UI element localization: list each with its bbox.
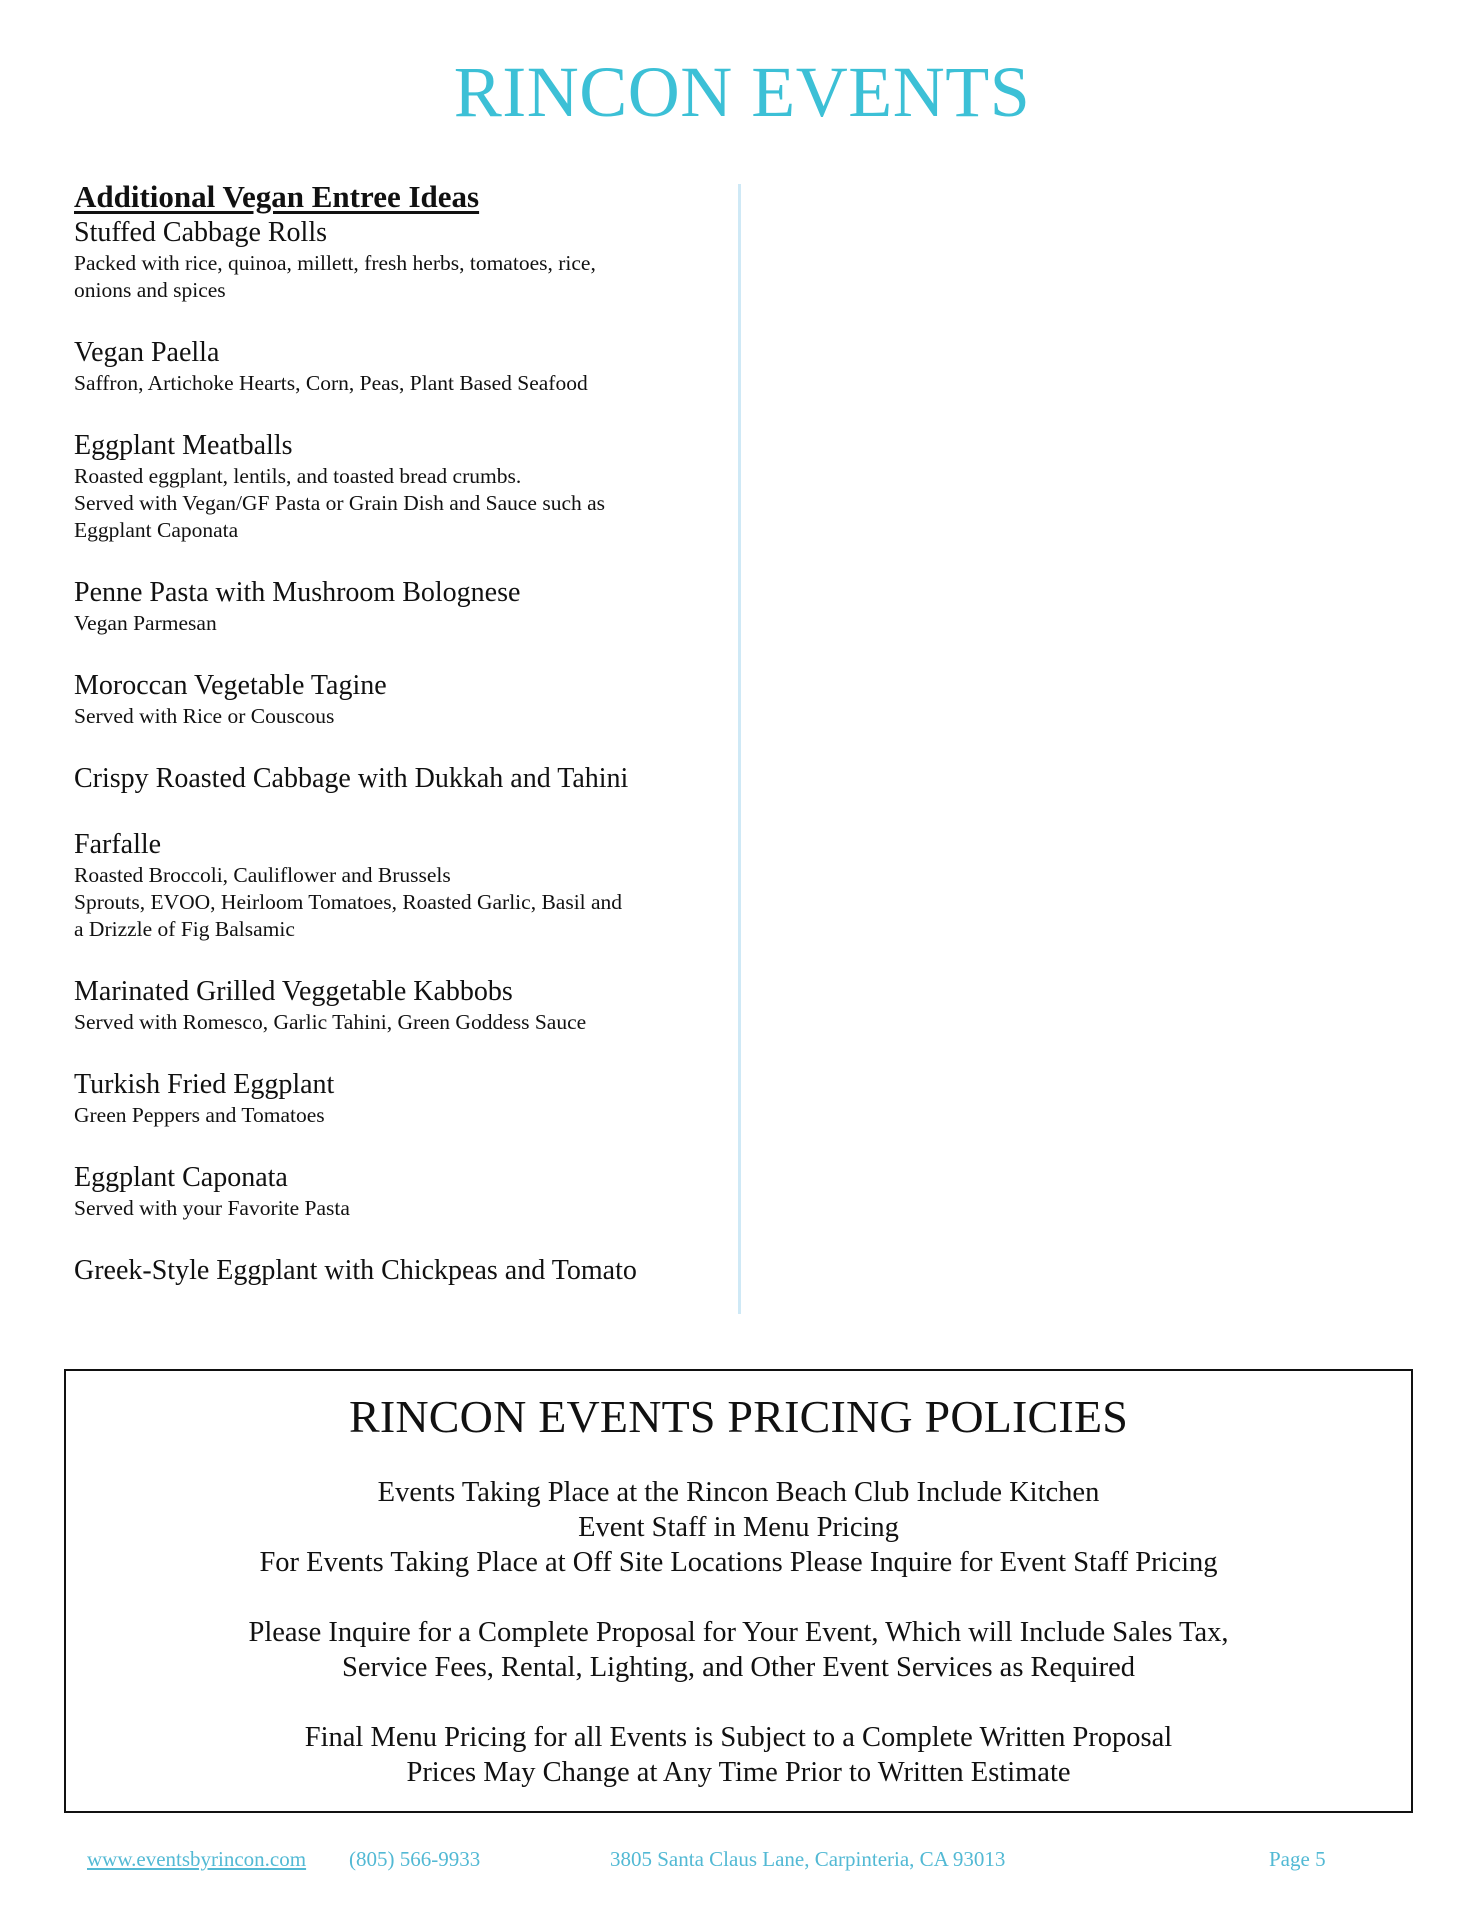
column-divider [738,184,741,1314]
menu-item-name: Stuffed Cabbage Rolls [74,217,328,248]
page-footer [0,1847,1484,1877]
menu-item-description: Roasted Broccoli, Cauliflower and Brussels Sprouts, EVOO, Heirloom Tomatoes, Roasted Garlic, Basil and a Drizzle of Fig Balsamic [74,863,623,941]
menu-item [74,669,714,730]
menu-item [74,429,714,544]
menu-item [74,576,714,637]
menu-item-description: Vegan Parmesan [74,611,217,635]
pricing-policies-box [64,1369,1413,1813]
policies-text [66,1475,1411,1790]
policy-paragraph: Please Inquire for a Complete Proposal for Your Event, Which will Include Sales Tax, Service Fees, Rental, Lighting, and Other Event Services as Required [248,1617,1229,1683]
menu-item-name: Marinated Grilled Veggetable Kabbobs [74,976,513,1007]
policy-paragraph: Events Taking Place at the Rincon Beach Club Include Kitchen Event Staff in Menu Pricing For Events Taking Place at Off Site Locations Please Inquire for Event Staff Pricing [259,1477,1218,1578]
address: 3805 Santa Claus Lane, Carpinteria, CA 93013 [610,1847,1006,1871]
page-title: RINCON EVENTS [453,52,1031,132]
menu-item-description: Served with Rice or Couscous [74,704,335,728]
menu-item-name: Eggplant Caponata [74,1162,288,1193]
menu-item-description: Served with Romesco, Garlic Tahini, Green Goddess Sauce [74,1010,587,1034]
policy-paragraph: Final Menu Pricing for all Events is Subject to a Complete Written Proposal Prices May Change at Any Time Prior to Written Estimate [304,1722,1173,1788]
section-heading: Additional Vegan Entree Ideas [74,179,480,214]
menu-item [74,336,714,397]
phone-number: (805) 566-9933 [349,1847,481,1871]
menu-item-name: Crispy Roasted Cabbage with Dukkah and Tahini [74,763,629,794]
menu-item [74,762,714,796]
menu-item-list [74,216,714,1288]
menu-item-name: Moroccan Vegetable Tagine [74,670,387,701]
menu-item-description: Green Peppers and Tomatoes [74,1103,325,1127]
menu-item [74,1254,714,1288]
menu-item-description: Saffron, Artichoke Hearts, Corn, Peas, Plant Based Seafood [74,371,588,395]
menu-item-name: Eggplant Meatballs [74,430,293,461]
menu-item-name: Turkish Fried Eggplant [74,1069,335,1100]
menu-item [74,1161,714,1222]
menu-item-name: Vegan Paella [74,337,220,368]
menu-item-description: Roasted eggplant, lentils, and toasted bread crumbs. Served with Vegan/GF Pasta or Grain Dish and Sauce such as Eggplant Caponata [74,464,606,542]
menu-item-name: Greek-Style Eggplant with Chickpeas and Tomato [74,1255,637,1286]
website-link[interactable]: www.eventsbyrincon.com [87,1847,307,1871]
policies-title: RINCON EVENTS PRICING POLICIES [348,1391,1129,1442]
menu-item [74,975,714,1036]
menu-item [74,828,714,943]
page-number: Page 5 [1269,1847,1326,1871]
menu-item-description: Served with your Favorite Pasta [74,1196,350,1220]
menu-column [74,178,714,1320]
menu-item [74,1068,714,1129]
menu-item-name: Farfalle [74,829,162,860]
menu-item [74,216,714,304]
menu-item-name: Penne Pasta with Mushroom Bolognese [74,577,521,608]
menu-item-description: Packed with rice, quinoa, millett, fresh herbs, tomatoes, rice, onions and spices [74,251,596,302]
